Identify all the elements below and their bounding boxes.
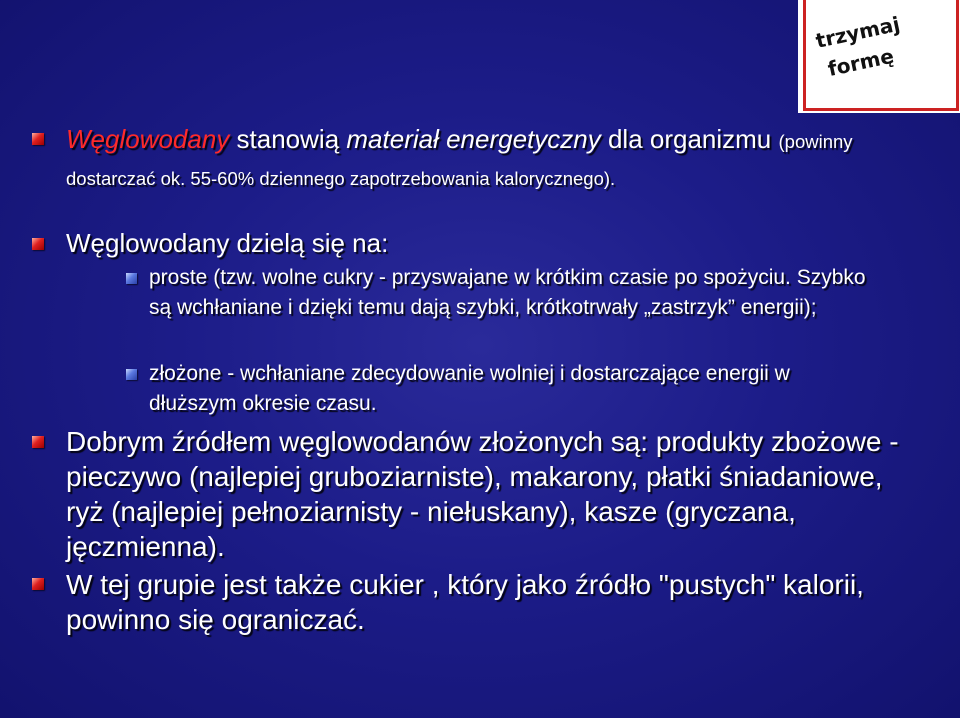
text-fragment: stanowią: [229, 124, 347, 154]
paragraph-types-heading: Węglowodany dzielą się na:: [66, 228, 389, 258]
note-text: (powinny dostarczać ok. 55-60% dziennego zapotrzebowania kalorycznego).: [66, 131, 853, 189]
paragraph-sugar: W tej grupie jest także cukier , który jako źródło "pustych" kalorii, powinno się ograniczać.: [66, 569, 864, 635]
bullet-icon: [32, 238, 44, 250]
paragraph-carbohydrates-role: [66, 122, 896, 196]
sub-bullet-icon: [126, 369, 137, 380]
paragraph-sources: Dobrym źródłem węglowodanów złożonych są: produkty zbożowe - pieczywo (najlepiej gruboziarniste), makarony, płatki śniadaniowe, ryż (najlepiej pełnoziarnisty - niełuskany), kasze (gryczana, jęczmienna).: [66, 426, 899, 562]
bullet-icon: [32, 578, 44, 590]
logo: [798, 0, 960, 113]
paragraph-simple-carbs: proste (tzw. wolne cukry - przyswajane w krótkim czasie po spożyciu. Szybko są wchłaniane i dzięki temu dają szybki, krótkotrwały „zastrzyk” energii);: [149, 266, 866, 319]
text-fragment: dla organizmu: [600, 124, 779, 154]
bullet-icon: [32, 133, 44, 145]
logo-line-1: trzymaj: [813, 11, 902, 53]
highlight-term: Węglowodany: [66, 124, 230, 154]
logo-line-2: formę: [825, 43, 896, 82]
bullet-icon: [32, 436, 44, 448]
sub-bullet-icon: [126, 273, 137, 284]
emphasis-text: materiał energetyczny: [346, 124, 601, 154]
paragraph-complex-carbs: złożone - wchłaniane zdecydowanie wolniej i dostarczające energii w dłuższym okresie czasu.: [149, 362, 790, 415]
